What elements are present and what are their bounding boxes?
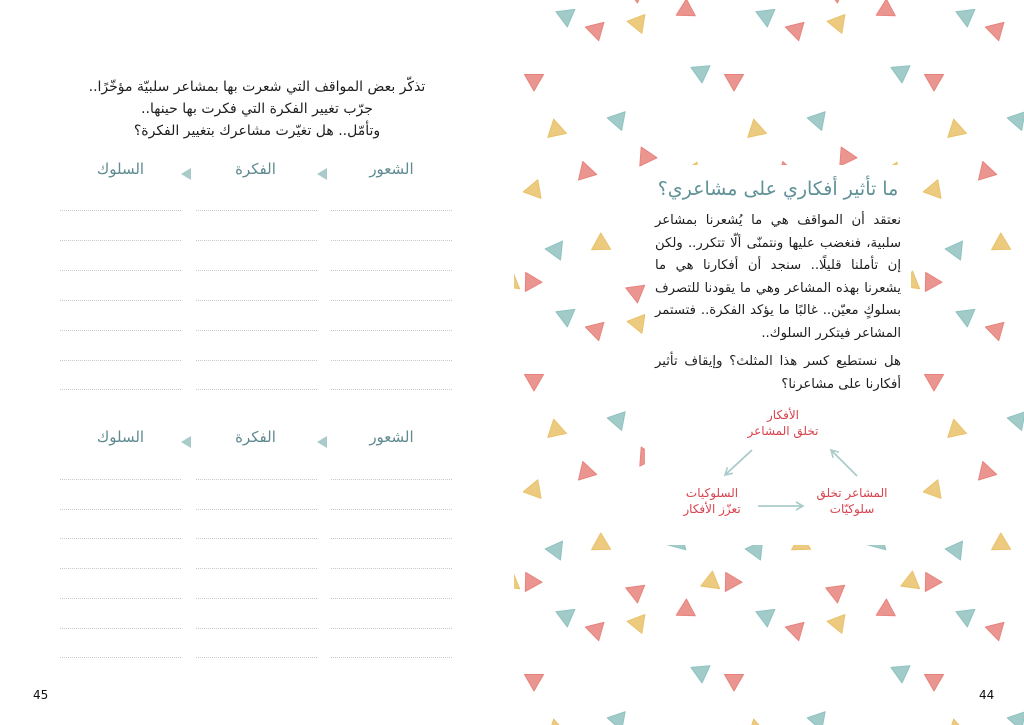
writing-line[interactable] [331,628,452,629]
writing-line[interactable] [60,300,181,301]
page-number-right: 44 [979,688,995,702]
writing-line[interactable] [60,598,181,599]
writing-line[interactable] [60,270,181,271]
intro-line: تذكّر بعض المواقف التي شعرت بها بمشاعر سلبيّة مؤخّرًا.. [88,79,426,95]
box-title: ما تأثير أفكاري على مشاعري؟ [657,178,899,200]
writing-line[interactable] [60,657,181,658]
writing-line[interactable] [331,657,452,658]
intro-line: وتأمّل.. هل تغيّرت مشاعرك بتغيير الفكرة؟ [133,123,381,139]
header-thought: الفكرة [235,428,276,446]
intro-line: جرّب تغيير الفكرة التي فكرت بها حينها.. [141,101,373,117]
cycle-node-line: تخلق المشاعر [747,424,819,438]
writing-line[interactable] [331,479,452,480]
writing-line[interactable] [331,210,452,211]
cycle-node-line: تعزّز الأفكار [683,502,741,516]
arrow-feelings-to-thoughts-icon [831,450,857,476]
arrow-thoughts-to-behaviors-icon [725,450,752,475]
writing-line[interactable] [331,598,452,599]
header-thought: الفكرة [235,160,276,178]
writing-line[interactable] [60,240,181,241]
writing-line[interactable] [331,538,452,539]
header-feeling: الشعور [369,428,414,446]
writing-line[interactable] [60,628,181,629]
info-box [645,165,911,545]
cycle-node-line: السلوكيات [685,486,739,500]
writing-line[interactable] [60,389,181,390]
writing-line[interactable] [331,509,452,510]
writing-line[interactable] [196,538,317,539]
header-feeling: الشعور [369,160,414,178]
cycle-node-behaviors [667,485,757,517]
writing-line[interactable] [60,479,181,480]
cycle-node-thoughts [733,407,833,439]
writing-line[interactable] [196,568,317,569]
header-behavior: السلوك [96,160,145,178]
header-behavior: السلوك [96,428,145,446]
writing-line[interactable] [60,568,181,569]
arrow-left-icon [317,436,327,448]
writing-line[interactable] [196,270,317,271]
cycle-node-line: سلوكيّات [829,502,875,516]
writing-line[interactable] [331,300,452,301]
writing-line[interactable] [331,240,452,241]
writing-line[interactable] [331,330,452,331]
writing-line[interactable] [60,538,181,539]
writing-line[interactable] [331,270,452,271]
writing-line[interactable] [60,509,181,510]
paragraph: نعتقد أن المواقف هي ما يُشعرنا بمشاعر سلبية، فنغضب عليها ونتمنّى ألّا تتكرر.. ولكن إن تأملنا قليلًا.. سنجد أن أفكارنا هي ما يشعرنا بهذه المشاعر وهي ما يقودنا للتصرف بسلوكٍ معيّن.. غالبًا ما يؤكد الفكرة.. فتستمر المشاعر فيتكرر السلوك.. [655,213,901,341]
writing-line[interactable] [196,300,317,301]
arrow-left-icon [317,168,327,180]
writing-line[interactable] [196,479,317,480]
cycle-node-line: الأفكار [767,408,799,422]
writing-line[interactable] [196,240,317,241]
writing-line[interactable] [196,389,317,390]
writing-line[interactable] [196,598,317,599]
right-page [514,0,1024,725]
writing-line[interactable] [331,389,452,390]
writing-line[interactable] [196,210,317,211]
page-number-left: 45 [33,688,49,702]
arrow-left-icon [181,168,191,180]
paragraph: هل نستطيع كسر هذا المثلث؟ وإيقاف تأثير أفكارنا على مشاعرنا؟ [655,354,901,392]
cycle-node-line: المشاعر تخلق [816,486,888,500]
writing-line[interactable] [196,360,317,361]
writing-line[interactable] [60,330,181,331]
worksheet-header-1 [60,160,452,186]
writing-line[interactable] [60,360,181,361]
writing-line[interactable] [60,210,181,211]
arrow-left-icon [181,436,191,448]
worksheet-header-2 [60,428,452,454]
writing-line[interactable] [196,509,317,510]
cycle-node-feelings [807,485,897,517]
intro-text [60,76,454,142]
writing-line[interactable] [196,628,317,629]
writing-line[interactable] [196,330,317,331]
writing-line[interactable] [331,568,452,569]
writing-line[interactable] [196,657,317,658]
writing-line[interactable] [331,360,452,361]
